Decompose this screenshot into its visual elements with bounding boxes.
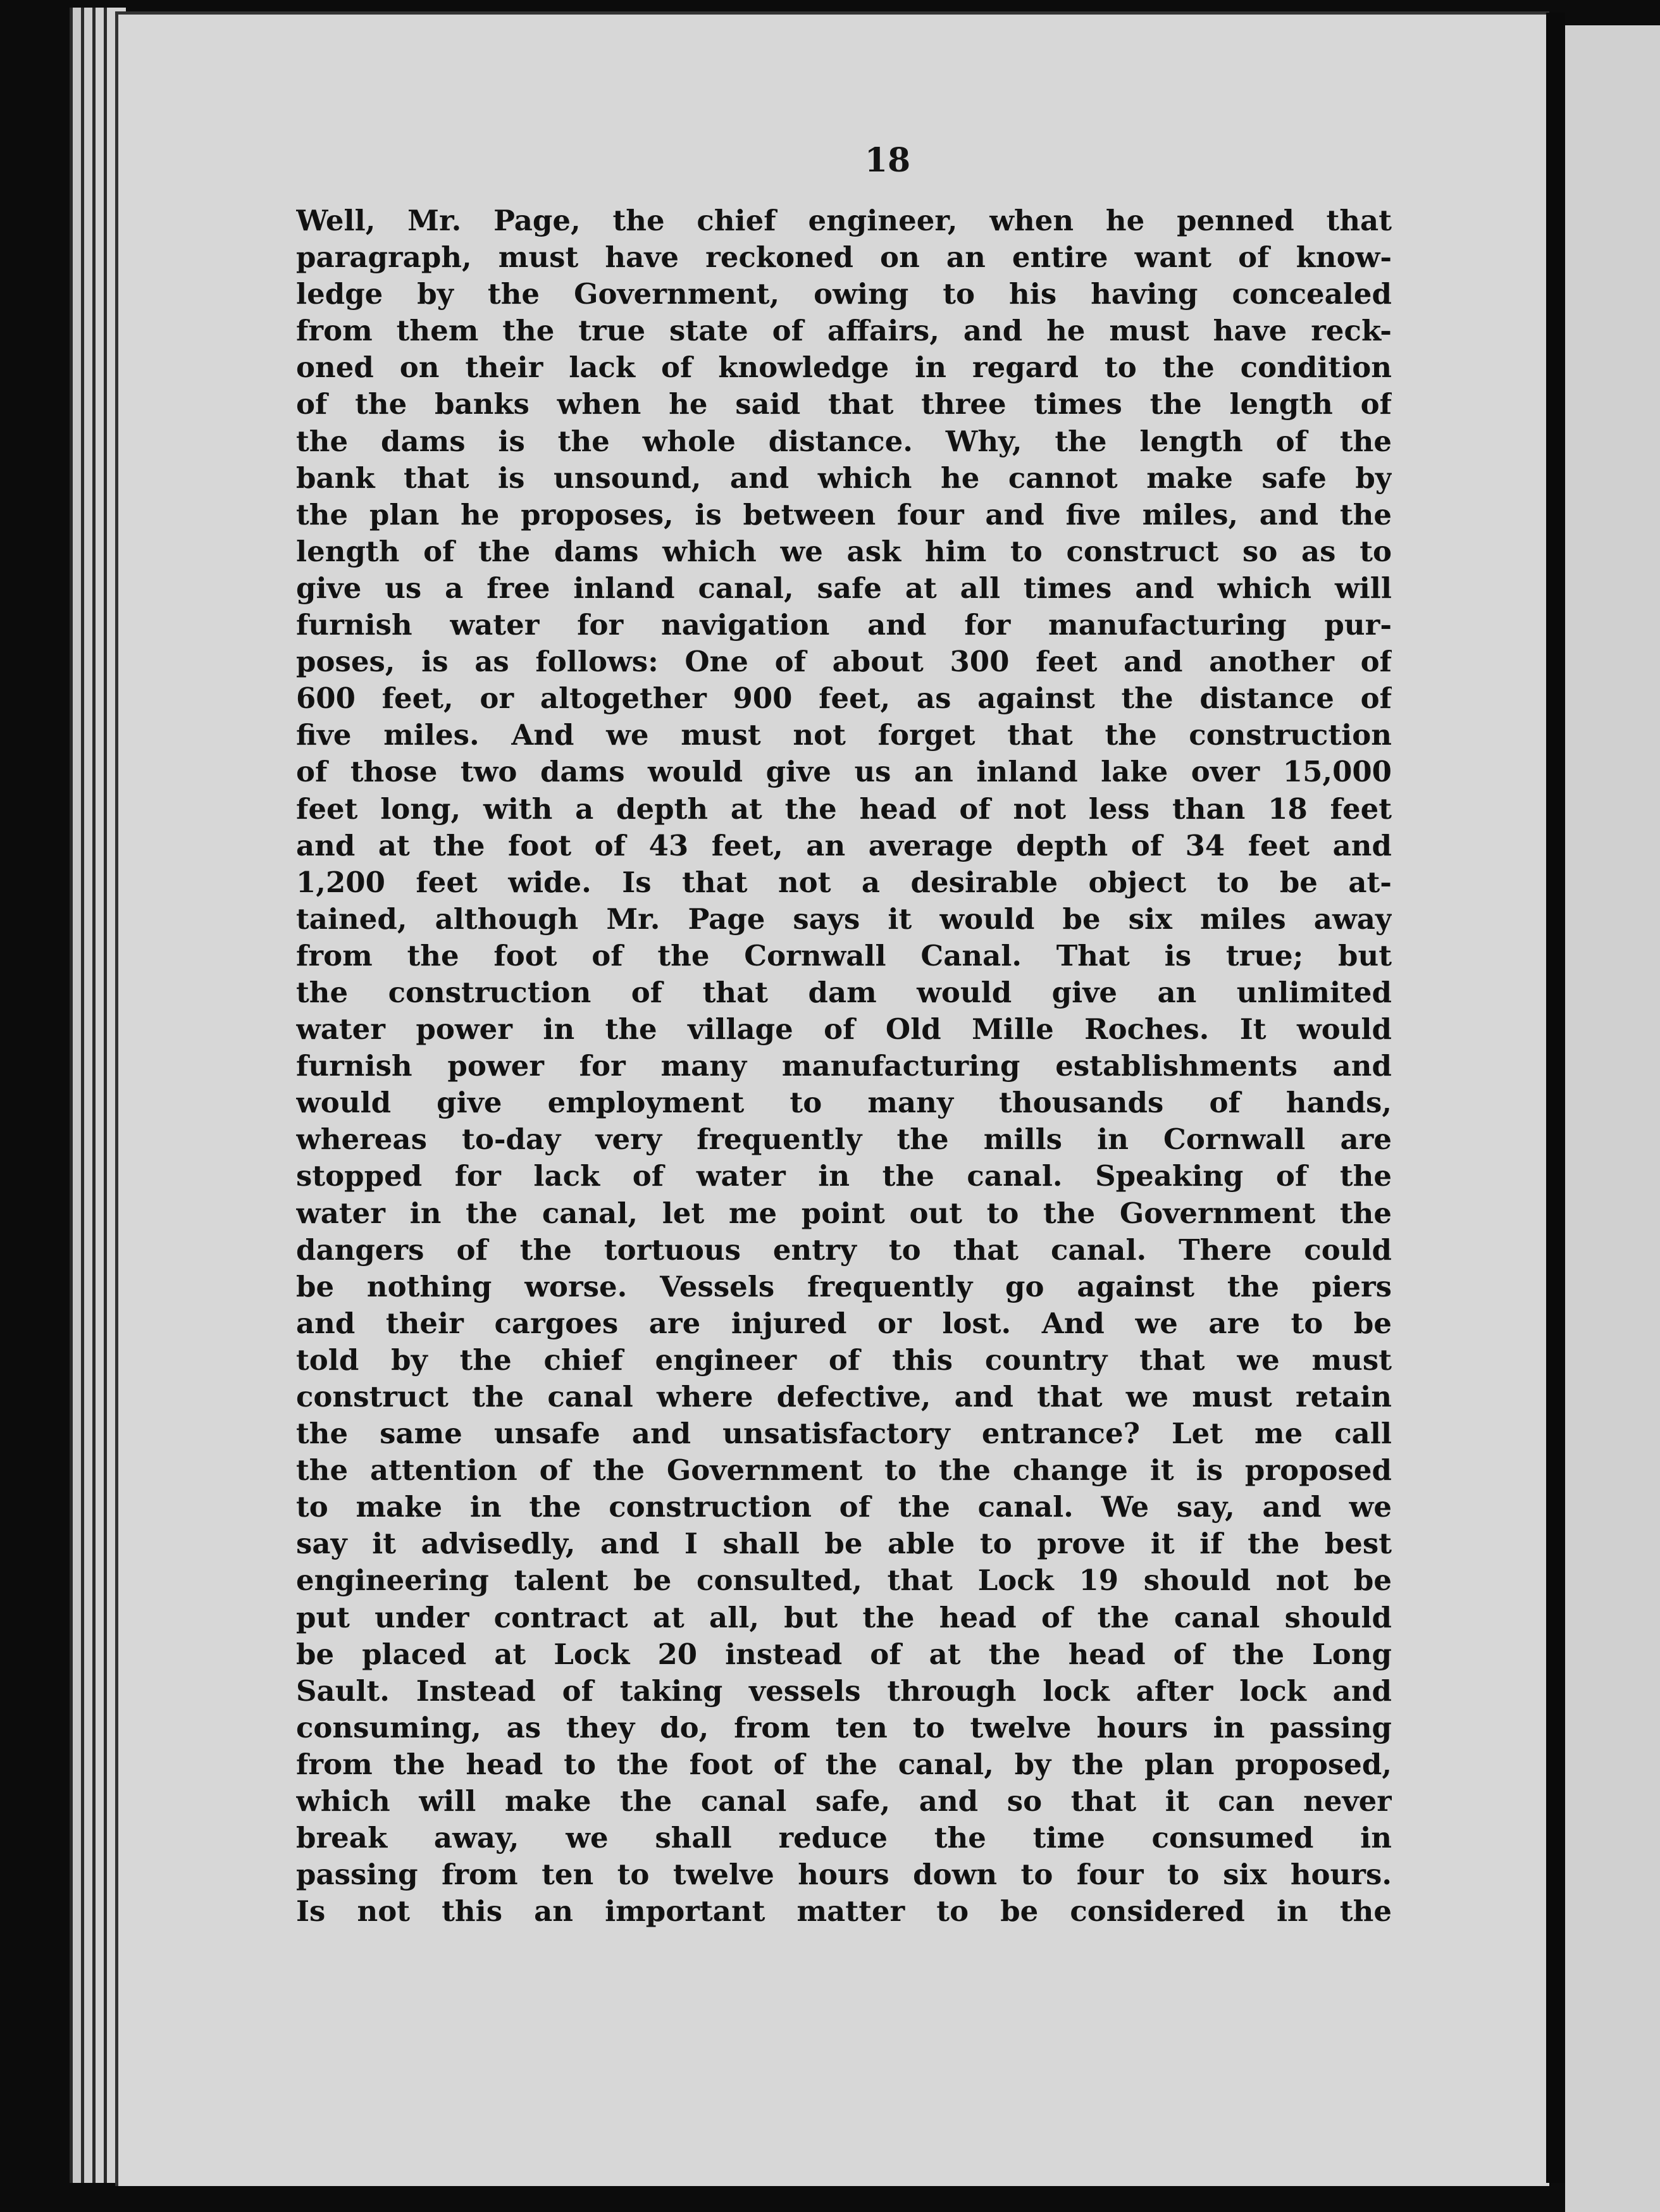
- text-line: length of the dams which we ask him to construct so as to: [296, 534, 1392, 568]
- text-line: paragraph, must have reckoned on an entire want of know-: [296, 240, 1392, 275]
- text-line: engineering talent be consulted, that Lock 19 should not be: [296, 1563, 1392, 1598]
- text-line: be nothing worse. Vessels frequently go against the piers: [296, 1269, 1392, 1303]
- text-line: the same unsafe and unsatisfactory entrance? Let me call: [296, 1417, 1392, 1451]
- text-line: which will make the canal safe, and so that it can never: [296, 1784, 1392, 1818]
- text-line: put under contract at all, but the head of the canal should: [296, 1600, 1392, 1634]
- text-line: of those two dams would give us an inland lake over 15,000: [296, 755, 1392, 789]
- text-line: oned on their lack of knowledge in regard to the condition: [296, 351, 1392, 385]
- text-line: stopped for lack of water in the canal. Speaking of the: [296, 1159, 1392, 1193]
- text-line: 600 feet, or altogether 900 feet, as against the distance of: [296, 681, 1392, 716]
- text-line: ledge by the Government, owing to his having concealed: [296, 277, 1392, 311]
- text-line: Is not this an important matter to be considered in the: [296, 1894, 1392, 1929]
- text-line: five miles. And we must not forget that the construction: [296, 718, 1392, 752]
- text-line: whereas to-day very frequently the mills in Cornwall are: [296, 1122, 1392, 1157]
- text-line: from the foot of the Cornwall Canal. That is true; but: [296, 938, 1392, 972]
- text-line: say it advisedly, and I shall be able to prove it if the best: [296, 1527, 1392, 1561]
- text-line: to make in the construction of the canal. We say, and we: [296, 1490, 1392, 1524]
- text-line: break away, we shall reduce the time consumed in: [296, 1821, 1392, 1855]
- text-line: feet long, with a depth at the head of not less than 18 feet: [296, 792, 1392, 826]
- text-line: from the head to the foot of the canal, by the plan proposed,: [296, 1747, 1392, 1781]
- text-line: furnish power for many manufacturing establishments and: [296, 1049, 1392, 1083]
- text-line: dangers of the tortuous entry to that canal. There could: [296, 1233, 1392, 1267]
- text-line: passing from ten to twelve hours down to four to six hours.: [296, 1858, 1392, 1892]
- text-line: give us a free inland canal, safe at all times and which will: [296, 571, 1392, 605]
- text-line: of the banks when he said that three times the length of: [296, 387, 1392, 421]
- text-line: poses, is as follows: One of about 300 feet and another of: [296, 645, 1392, 679]
- text-line: and at the foot of 43 feet, an average depth of 34 feet and: [296, 828, 1392, 862]
- text-line: construct the canal where defective, and that we must retain: [296, 1380, 1392, 1414]
- text-line: from them the true state of affairs, and he must have reck-: [296, 314, 1392, 348]
- text-line: furnish water for navigation and for manufacturing pur-: [296, 608, 1392, 642]
- body-text: [296, 202, 1392, 1930]
- text-line: told by the chief engineer of this country that we must: [296, 1343, 1392, 1377]
- text-line: Sault. Instead of taking vessels through lock after lock and: [296, 1674, 1392, 1708]
- text-line: 1,200 feet wide. Is that not a desirable object to be at-: [296, 865, 1392, 899]
- text-line: the plan he proposes, is between four and five miles, and the: [296, 497, 1392, 531]
- text-line: tained, although Mr. Page says it would be six miles away: [296, 902, 1392, 936]
- text-line: water in the canal, let me point out to the Government the: [296, 1196, 1392, 1230]
- text-line: and their cargoes are injured or lost. And we are to be: [296, 1306, 1392, 1340]
- text-line: water power in the village of Old Mille Roches. It would: [296, 1012, 1392, 1047]
- binding-gutter: [1546, 13, 1565, 2183]
- text-line: the attention of the Government to the change it is proposed: [296, 1453, 1392, 1488]
- page-number: 18: [864, 141, 911, 180]
- text-line: Well, Mr. Page, the chief engineer, when he penned that: [296, 204, 1392, 237]
- text-line: be placed at Lock 20 instead of at the head of the Long: [296, 1637, 1392, 1671]
- text-line: consuming, as they do, from ten to twelve hours in passing: [296, 1710, 1392, 1744]
- text-line: the dams is the whole distance. Why, the length of the: [296, 424, 1392, 458]
- adjacent-page: [1565, 25, 1660, 2212]
- text-line: would give employment to many thousands of hands,: [296, 1086, 1392, 1120]
- text-line: the construction of that dam would give an unlimited: [296, 975, 1392, 1009]
- text-line: bank that is unsound, and which he cannot make safe by: [296, 461, 1392, 495]
